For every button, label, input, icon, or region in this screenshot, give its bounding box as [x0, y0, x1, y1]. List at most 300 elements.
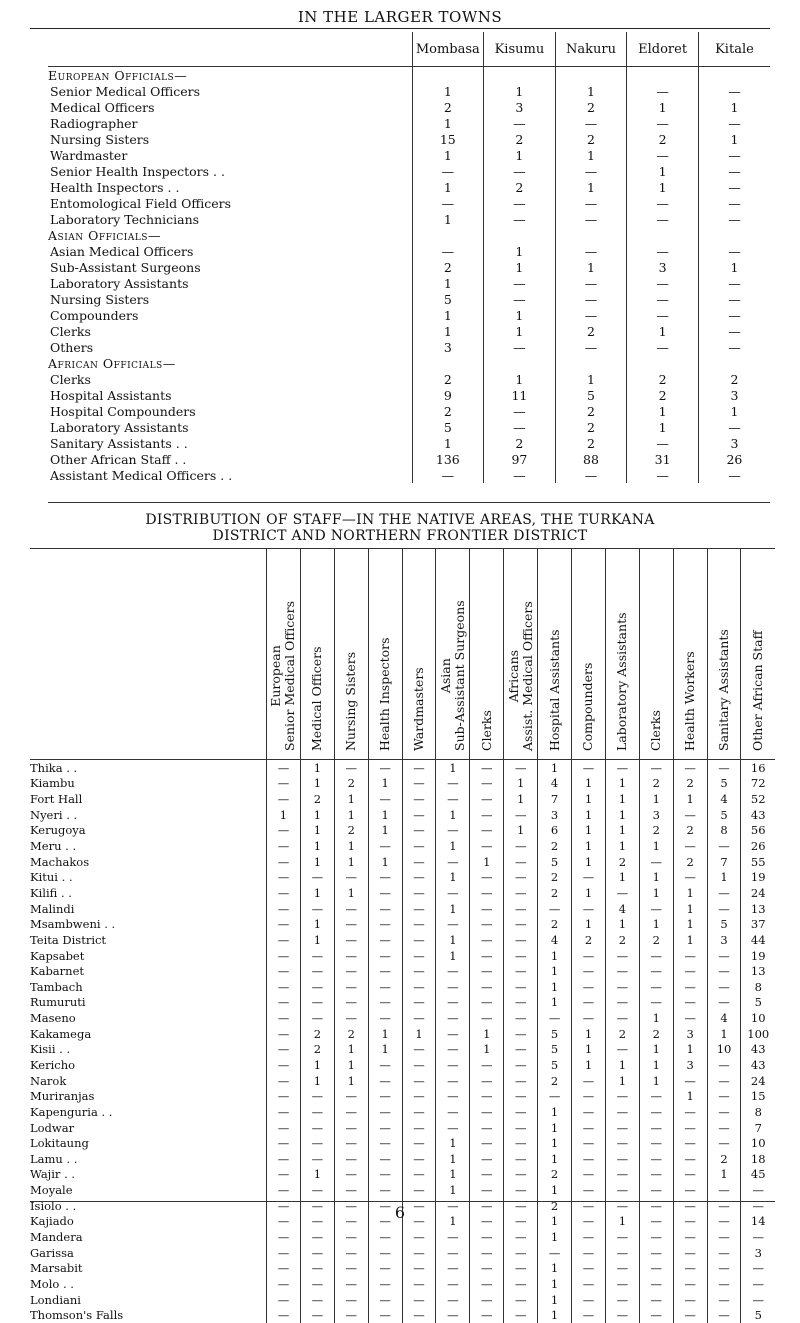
cell-value: —	[605, 1104, 639, 1120]
cell-value: —	[267, 1182, 301, 1198]
cell-value: —	[673, 1135, 707, 1151]
cell-value: —	[605, 1135, 639, 1151]
cell-value: 1	[436, 1214, 470, 1230]
cell-value: —	[436, 1292, 470, 1308]
cell-value: —	[639, 948, 673, 964]
cell-value: —	[300, 1214, 334, 1230]
cell-value: 1	[555, 179, 627, 195]
row-label-text: Entomological Field Officers	[50, 196, 231, 211]
cell-value: —	[402, 1307, 436, 1323]
cell-value: —	[267, 760, 301, 776]
cell-value: 1	[555, 259, 627, 275]
table-row	[48, 83, 770, 99]
cell-value: —	[639, 854, 673, 870]
cell-value: —	[504, 963, 538, 979]
cell-value: 5	[538, 1042, 572, 1058]
cell-value: 1	[538, 1307, 572, 1323]
section-row	[48, 355, 770, 371]
cell-value: —	[470, 807, 504, 823]
cell-value: 4	[538, 932, 572, 948]
cell-value: —	[639, 1104, 673, 1120]
cell-value: —	[639, 1276, 673, 1292]
column-header-line: Asian	[439, 600, 453, 751]
cell-value: —	[707, 1073, 741, 1089]
cell-value: —	[436, 885, 470, 901]
cell-value: 19	[741, 948, 775, 964]
cell-value: —	[368, 760, 402, 776]
cell-value: —	[470, 869, 504, 885]
cell-value: —	[484, 339, 556, 355]
cell-value: —	[627, 115, 699, 131]
cell-value: 7	[707, 854, 741, 870]
cell-value: 2	[639, 776, 673, 792]
cell-value: —	[707, 1214, 741, 1230]
cell-value: —	[698, 179, 770, 195]
cell-value: 1	[538, 1120, 572, 1136]
cell-value: 1	[300, 838, 334, 854]
table-row	[30, 1088, 775, 1104]
cell-value: 31	[627, 451, 699, 467]
column-header-13	[707, 549, 741, 760]
column-header-text	[480, 710, 494, 751]
table-row	[30, 963, 775, 979]
cell-value: —	[555, 115, 627, 131]
section-row	[48, 227, 770, 243]
table-row	[48, 467, 770, 483]
cell-value: —	[572, 1261, 606, 1277]
cell-value: —	[572, 1010, 606, 1026]
cell-value: 1	[300, 807, 334, 823]
cell-value: —	[707, 1088, 741, 1104]
cell-value: 1	[673, 885, 707, 901]
cell-value: 13	[741, 901, 775, 917]
cell-value: 2	[412, 403, 484, 419]
cell-value: —	[504, 1104, 538, 1120]
table-row	[48, 323, 770, 339]
cell-value: —	[605, 979, 639, 995]
cell-value: —	[504, 1198, 538, 1214]
column-header-8	[538, 549, 572, 760]
cell-value: 1	[300, 885, 334, 901]
cell-value: —	[707, 1307, 741, 1323]
cell-value: 2	[639, 932, 673, 948]
cell-value: —	[639, 1151, 673, 1167]
row-label	[48, 163, 412, 179]
cell-value: —	[368, 979, 402, 995]
row-label	[48, 99, 412, 115]
cell-value: —	[470, 995, 504, 1011]
cell-value: —	[267, 1214, 301, 1230]
column-header-eldoret: Eldoret	[627, 32, 699, 67]
cell-value: —	[267, 791, 301, 807]
cell-value: —	[673, 1151, 707, 1167]
cell-value	[555, 67, 627, 84]
cell-value: 7	[741, 1120, 775, 1136]
cell-value: —	[368, 916, 402, 932]
cell-value: 1	[300, 1057, 334, 1073]
cell-value: —	[504, 807, 538, 823]
table-row	[30, 823, 775, 839]
distribution-title	[0, 512, 800, 544]
table-row	[30, 932, 775, 948]
cell-value: 1	[639, 916, 673, 932]
row-label	[48, 339, 412, 355]
cell-value: —	[368, 948, 402, 964]
native-areas-corner	[30, 549, 267, 760]
column-header-line: Clerks	[480, 710, 494, 751]
cell-value: —	[402, 1057, 436, 1073]
cell-value: —	[504, 932, 538, 948]
cell-value: —	[673, 760, 707, 776]
cell-value: 4	[605, 901, 639, 917]
cell-value: —	[267, 1151, 301, 1167]
cell-value: 1	[639, 1073, 673, 1089]
cell-value: 1	[555, 83, 627, 99]
cell-value: 2	[627, 131, 699, 147]
cell-value: 8	[741, 1104, 775, 1120]
cell-value: —	[402, 1276, 436, 1292]
cell-value: —	[470, 1198, 504, 1214]
cell-value	[698, 227, 770, 243]
cell-value: —	[267, 885, 301, 901]
cell-value: —	[707, 1261, 741, 1277]
cell-value: 1	[412, 211, 484, 227]
cell-value: —	[436, 1088, 470, 1104]
cell-value: —	[572, 901, 606, 917]
table-row	[48, 307, 770, 323]
table-row	[30, 1261, 775, 1277]
cell-value: 1	[334, 838, 368, 854]
cell-value: —	[572, 1135, 606, 1151]
cell-value: —	[627, 83, 699, 99]
cell-value: 1	[412, 147, 484, 163]
table-row	[48, 259, 770, 275]
cell-value: 1	[627, 163, 699, 179]
cell-value: —	[267, 1307, 301, 1323]
cell-value: 1	[639, 1057, 673, 1073]
cell-value: —	[402, 948, 436, 964]
cell-value: —	[707, 1229, 741, 1245]
cell-value: 5	[538, 1057, 572, 1073]
cell-value	[484, 355, 556, 371]
cell-value: 2	[673, 776, 707, 792]
column-header-text	[310, 646, 324, 751]
cell-value: —	[572, 1229, 606, 1245]
cell-value: —	[267, 963, 301, 979]
cell-value: —	[673, 1182, 707, 1198]
cell-value: —	[470, 1167, 504, 1183]
row-label	[48, 195, 412, 211]
column-header-line: Clerks	[649, 710, 663, 751]
table-row	[30, 1307, 775, 1323]
district-name: Lokitaung	[30, 1135, 267, 1151]
native-areas-header-row	[30, 549, 775, 760]
cell-value: 1	[538, 1135, 572, 1151]
cell-value: 16	[741, 760, 775, 776]
cell-value: —	[504, 1167, 538, 1183]
row-label-text: Senior Medical Officers	[50, 84, 200, 99]
cell-value: —	[707, 760, 741, 776]
cell-value: —	[504, 901, 538, 917]
cell-value: —	[300, 1261, 334, 1277]
cell-value: —	[605, 948, 639, 964]
cell-value: —	[368, 791, 402, 807]
table-row	[48, 131, 770, 147]
column-header-line: Hospital Assistants	[548, 629, 562, 751]
cell-value: 1	[605, 807, 639, 823]
cell-value: 52	[741, 791, 775, 807]
cell-value: 9	[412, 387, 484, 403]
table-row	[30, 869, 775, 885]
cell-value: 1	[334, 1057, 368, 1073]
cell-value: 1	[484, 371, 556, 387]
row-label-text: Asian Officials—	[48, 228, 161, 243]
cell-value: 1	[605, 869, 639, 885]
cell-value: 3	[707, 932, 741, 948]
cell-value: —	[538, 1245, 572, 1261]
cell-value: —	[639, 1229, 673, 1245]
cell-value: —	[368, 1229, 402, 1245]
cell-value: —	[555, 211, 627, 227]
cell-value: 1	[572, 916, 606, 932]
cell-value: 5	[707, 807, 741, 823]
cell-value: —	[698, 195, 770, 211]
table-row	[30, 1042, 775, 1058]
cell-value: —	[673, 1010, 707, 1026]
row-label-text: Compounders	[50, 308, 138, 323]
district-name: Thika . .	[30, 760, 267, 776]
district-name: Kerugoya	[30, 823, 267, 839]
district-name: Kilifi . .	[30, 885, 267, 901]
cell-value: 3	[741, 1245, 775, 1261]
cell-value: —	[368, 1073, 402, 1089]
cell-value: 2	[707, 1151, 741, 1167]
cell-value: —	[402, 854, 436, 870]
row-label	[48, 403, 412, 419]
cell-value: —	[698, 419, 770, 435]
table-row	[30, 1167, 775, 1183]
cell-value: 43	[741, 807, 775, 823]
cell-value: 1	[412, 275, 484, 291]
district-name: Narok	[30, 1073, 267, 1089]
cell-value: —	[707, 1135, 741, 1151]
cell-value: —	[470, 948, 504, 964]
table-row	[48, 435, 770, 451]
cell-value: —	[504, 1088, 538, 1104]
cell-value: —	[605, 1151, 639, 1167]
district-name: Kapenguria . .	[30, 1104, 267, 1120]
row-label-text: Radiographer	[50, 116, 138, 131]
row-label-text: Medical Officers	[50, 100, 155, 115]
cell-value: —	[300, 1135, 334, 1151]
cell-value: 4	[707, 1010, 741, 1026]
cell-value: —	[504, 1120, 538, 1136]
cell-value: —	[402, 1182, 436, 1198]
cell-value: —	[412, 195, 484, 211]
cell-value: 1	[484, 259, 556, 275]
cell-value: —	[412, 163, 484, 179]
cell-value: 7	[538, 791, 572, 807]
cell-value: —	[267, 776, 301, 792]
column-header-11	[639, 549, 673, 760]
cell-value: —	[368, 963, 402, 979]
cell-value: —	[538, 1088, 572, 1104]
cell-value: —	[334, 1135, 368, 1151]
cell-value: —	[707, 1120, 741, 1136]
row-label	[48, 435, 412, 451]
table-row	[30, 1120, 775, 1136]
cell-value: —	[673, 1229, 707, 1245]
cell-value: 100	[741, 1026, 775, 1042]
cell-value: —	[673, 1104, 707, 1120]
cell-value: 1	[538, 1151, 572, 1167]
cell-value: —	[605, 760, 639, 776]
cell-value: —	[504, 1245, 538, 1261]
cell-value: 2	[412, 99, 484, 115]
table-row	[48, 179, 770, 195]
cell-value: —	[267, 869, 301, 885]
cell-value: 1	[300, 916, 334, 932]
cell-value: —	[470, 1135, 504, 1151]
district-name: Malindi	[30, 901, 267, 917]
table-row	[30, 1026, 775, 1042]
table-row	[30, 979, 775, 995]
cell-value: —	[368, 869, 402, 885]
cell-value: —	[300, 963, 334, 979]
cell-value: —	[470, 1214, 504, 1230]
cell-value: —	[334, 963, 368, 979]
cell-value: —	[402, 901, 436, 917]
cell-value: —	[741, 1292, 775, 1308]
table-row	[48, 403, 770, 419]
cell-value: —	[572, 1088, 606, 1104]
cell-value: 2	[555, 419, 627, 435]
cell-value: 5	[707, 916, 741, 932]
cell-value: —	[470, 885, 504, 901]
cell-value: —	[402, 1135, 436, 1151]
cell-value: —	[470, 1182, 504, 1198]
cell-value: 3	[484, 99, 556, 115]
cell-value: —	[402, 1104, 436, 1120]
cell-value: 3	[698, 435, 770, 451]
district-name: Kericho	[30, 1057, 267, 1073]
cell-value: —	[741, 1261, 775, 1277]
cell-value: —	[572, 1198, 606, 1214]
cell-value: —	[698, 211, 770, 227]
row-label-text: Asian Medical Officers	[50, 244, 193, 259]
cell-value: —	[402, 916, 436, 932]
cell-value: —	[484, 291, 556, 307]
cell-value: 1	[639, 791, 673, 807]
cell-value: 1	[605, 823, 639, 839]
cell-value: 24	[741, 1073, 775, 1089]
column-header-line: Wardmasters	[412, 667, 426, 751]
cell-value	[627, 355, 699, 371]
row-label	[48, 291, 412, 307]
row-label-text: Others	[50, 340, 93, 355]
cell-value: —	[436, 1057, 470, 1073]
column-header-1	[300, 549, 334, 760]
cell-value: 1	[334, 1073, 368, 1089]
column-header-text	[507, 601, 535, 751]
cell-value: —	[334, 1276, 368, 1292]
cell-value: —	[484, 195, 556, 211]
cell-value: —	[300, 1182, 334, 1198]
cell-value: —	[267, 1245, 301, 1261]
cell-value: —	[436, 823, 470, 839]
cell-value: 1	[555, 371, 627, 387]
cell-value: 3	[412, 339, 484, 355]
cell-value: 5	[555, 387, 627, 403]
cell-value: —	[707, 1198, 741, 1214]
column-header-2	[334, 549, 368, 760]
table-row	[48, 451, 770, 467]
cell-value: —	[639, 1292, 673, 1308]
cell-value: 2	[484, 179, 556, 195]
cell-value: —	[334, 1182, 368, 1198]
cell-value: —	[707, 885, 741, 901]
cell-value: 5	[741, 1307, 775, 1323]
cell-value: —	[470, 901, 504, 917]
cell-value: —	[504, 1276, 538, 1292]
column-header-6	[470, 549, 504, 760]
cell-value: —	[572, 1104, 606, 1120]
cell-value: 1	[436, 948, 470, 964]
column-header-line: Sub-Assistant Surgeons	[453, 600, 467, 751]
column-header-line: Health Inspectors	[378, 637, 392, 751]
row-label-text: Clerks	[50, 324, 91, 339]
row-label	[48, 227, 412, 243]
cell-value: 1	[436, 807, 470, 823]
cell-value: —	[436, 1010, 470, 1026]
page-header: IN THE LARGER TOWNS	[0, 8, 800, 26]
cell-value: —	[698, 163, 770, 179]
cell-value: —	[402, 1073, 436, 1089]
cell-value: —	[368, 1167, 402, 1183]
cell-value: 1	[707, 869, 741, 885]
district-name: Tambach	[30, 979, 267, 995]
row-label-text: European Officials—	[48, 68, 187, 83]
cell-value: 8	[741, 979, 775, 995]
cell-value: 45	[741, 1167, 775, 1183]
column-header-line: Nursing Sisters	[344, 652, 358, 751]
cell-value: —	[484, 211, 556, 227]
cell-value: 6	[538, 823, 572, 839]
cell-value: —	[555, 467, 627, 483]
table-row	[30, 1104, 775, 1120]
cell-value: —	[334, 1088, 368, 1104]
cell-value: —	[412, 243, 484, 259]
table-row	[30, 1245, 775, 1261]
district-name: Moyale	[30, 1182, 267, 1198]
row-label	[48, 467, 412, 483]
cell-value: —	[639, 979, 673, 995]
cell-value: 2	[639, 823, 673, 839]
row-label-text: Hospital Assistants	[50, 388, 172, 403]
cell-value: 1	[673, 932, 707, 948]
cell-value: 1	[639, 869, 673, 885]
cell-value: 1	[538, 1229, 572, 1245]
cell-value: —	[572, 1182, 606, 1198]
cell-value: 1	[368, 854, 402, 870]
cell-value: 37	[741, 916, 775, 932]
cell-value: 10	[707, 1042, 741, 1058]
row-label-text: Sub-Assistant Surgeons	[50, 260, 201, 275]
table-row	[30, 1151, 775, 1167]
cell-value: —	[627, 435, 699, 451]
cell-value: —	[402, 1120, 436, 1136]
row-label	[48, 83, 412, 99]
